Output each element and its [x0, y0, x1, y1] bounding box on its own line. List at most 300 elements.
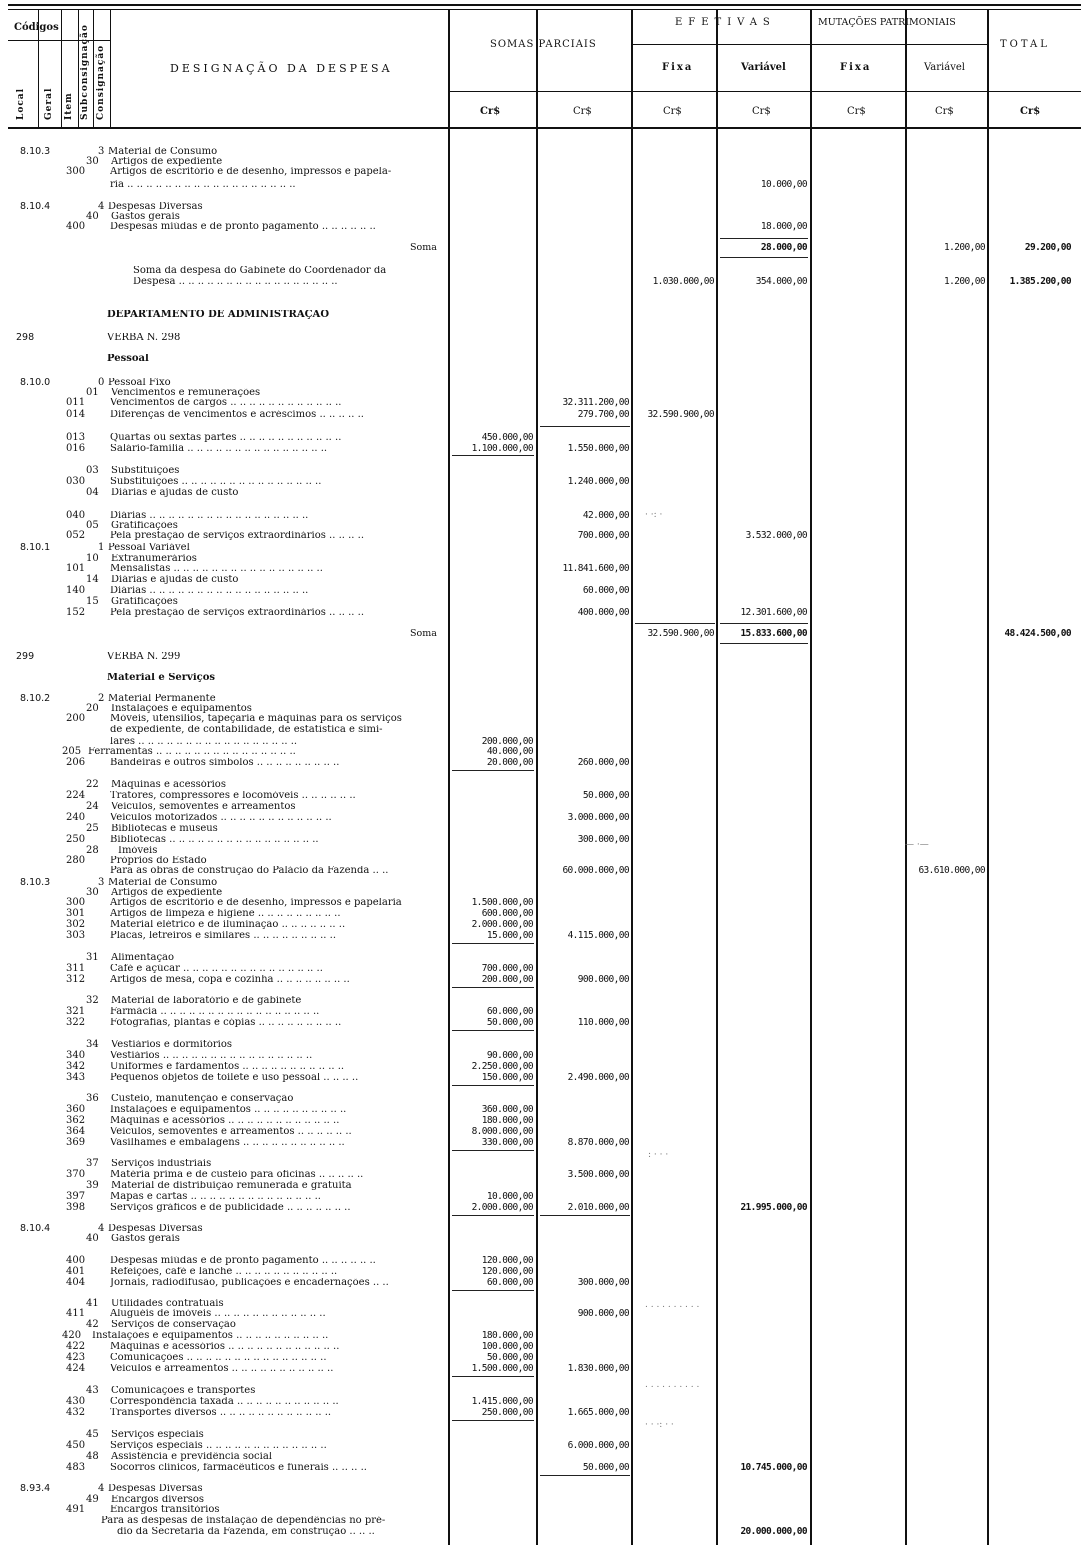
- row-description: Despesas Diversas: [108, 1484, 203, 1494]
- row-code-sub: 250: [66, 834, 86, 845]
- col-rule-geral: [61, 9, 62, 127]
- amount-sp2: 300.000,00: [577, 834, 629, 845]
- subtotal-rule: [452, 1420, 534, 1421]
- row-description: Soma da despesa do Gabinete do Coordenador da: [133, 266, 387, 276]
- col-rule-sp2: [631, 9, 633, 1545]
- row-description: Comunicações e transportes: [111, 1386, 256, 1396]
- header-mut-variavel: Variável: [924, 62, 965, 73]
- row-description: Bibliotecas e museus: [111, 824, 218, 834]
- amount-sp2: 4.115.000,00: [567, 930, 629, 941]
- header-total: TOTAL: [1000, 39, 1050, 50]
- amount-sp2: 2.490.000,00: [567, 1072, 629, 1083]
- amount-sp2: 3.500.000,00: [567, 1169, 629, 1180]
- amount-sp1: 60.000,00: [486, 1277, 533, 1288]
- row-description: Farmácia .. .. .. .. .. .. .. .. .. .. .. .. .. .. .. .. ..: [110, 1007, 320, 1017]
- row-code-geral: 4: [98, 201, 105, 212]
- row-description: Para as obras de construção do Palácio da Fazenda .. ..: [110, 866, 389, 876]
- row-code-item: 32: [86, 995, 99, 1006]
- amount-sp1: 360.000,00: [481, 1104, 533, 1115]
- row-description: Gratificações: [111, 597, 178, 607]
- row-description: Diárias .. .. .. .. .. .. .. .. .. .. .. .. .. .. .. .. ..: [110, 511, 309, 521]
- row-description: Encargos transitórios: [110, 1505, 220, 1515]
- subtotal-rule: [720, 257, 808, 258]
- row-code-item: 40: [86, 211, 99, 222]
- row-code-sub: 301: [66, 908, 86, 919]
- header-codigos: Códigos: [14, 22, 59, 33]
- amount-var: 354.000,00: [755, 276, 807, 287]
- row-description: Despesas miúdas e de pronto pagamento .. .. .. .. .. ..: [110, 1256, 376, 1266]
- row-description: Assistência e previdência social: [111, 1452, 272, 1462]
- row-code-sub: 404: [66, 1277, 86, 1288]
- amount-sp1: 20.000,00: [486, 757, 533, 768]
- row-description: Móveis, utensílios, tapeçaria e máquinas para os serviços: [110, 714, 402, 724]
- amount-sp1: 60.000,00: [486, 1006, 533, 1017]
- row-code-sub: 401: [66, 1266, 86, 1277]
- row-code-sub: 340: [66, 1050, 86, 1061]
- row-code-geral: 1: [98, 542, 105, 553]
- subtotal-rule: [452, 943, 534, 944]
- row-code-item: 48: [86, 1451, 99, 1462]
- row-code-local: 8.10.3: [20, 146, 51, 157]
- row-description: Serviços especiais .. .. .. .. .. .. .. .. .. .. .. .. ..: [110, 1441, 327, 1451]
- col-rule-mfixa: [905, 9, 907, 1545]
- amount-sp1: 250.000,00: [481, 1407, 533, 1418]
- header-subconsignacao: Subconsignação: [80, 24, 90, 120]
- row-code-item: 28: [86, 845, 99, 856]
- header-mut-fixa: Fixa: [840, 62, 872, 73]
- row-description: Veículos e arreamentos .. .. .. .. .. .. .. .. .. .. ..: [110, 1364, 334, 1374]
- subtotal-rule: [452, 1290, 534, 1291]
- row-description: dio da Secretaria da Fazenda, em construção .. .. ..: [117, 1527, 375, 1537]
- row-code-sub: 152: [66, 607, 86, 618]
- amount-sp2: 6.000.000,00: [567, 1440, 629, 1451]
- row-code-local: 8.10.0: [20, 377, 51, 388]
- row-description: Pessoal: [107, 354, 149, 364]
- header-somas-parciais: SOMAS PARCIAIS: [490, 39, 597, 50]
- amount-sp1: 40.000,00: [486, 746, 533, 757]
- row-soma-label: Soma: [410, 242, 437, 253]
- row-description: Artigos de expediente: [111, 888, 223, 898]
- row-description: Diárias e ajudas de custo: [111, 575, 239, 585]
- row-description: Bandeiras e outros símbolos .. .. .. .. .. .. .. .. ..: [110, 758, 340, 768]
- row-description: Vencimentos de cargos .. .. .. .. .. .. .. .. .. .. .. ..: [110, 398, 342, 408]
- amount-sp2: 60.000,00: [582, 585, 629, 596]
- row-description: Gastos gerais: [111, 1234, 180, 1244]
- amount-sp2: 1.830.000,00: [567, 1363, 629, 1374]
- row-code-local: 8.10.2: [20, 693, 51, 704]
- row-code-sub: 014: [66, 409, 86, 420]
- row-description: Salário-família .. .. .. .. .. .. .. .. .. .. .. .. .. .. ..: [110, 444, 328, 454]
- row-description: Vestiários e dormitórios: [111, 1040, 232, 1050]
- row-code-sub: 364: [66, 1126, 86, 1137]
- row-description: Imóveis: [118, 846, 158, 856]
- amount-sp1: 50.000,00: [486, 1017, 533, 1028]
- row-description: Alimentação: [111, 953, 175, 963]
- subtotal-rule: [635, 623, 715, 624]
- row-code-sub: 432: [66, 1407, 86, 1418]
- row-description: ria .. .. .. .. .. .. .. .. .. .. .. .. .. .. .. .. .. ..: [110, 180, 296, 190]
- amount-sp1: 180.000,00: [481, 1330, 533, 1341]
- amount-sp1: 330.000,00: [481, 1137, 533, 1148]
- subtotal-rule: [720, 623, 808, 624]
- row-code-item: 15: [86, 596, 99, 607]
- row-description: Quartas ou sextas partes .. .. .. .. .. .. .. .. .. .. ..: [110, 433, 342, 443]
- subtotal-rule: [452, 1030, 534, 1031]
- row-description: Veículos motorizados .. .. .. .. .. .. .. .. .. .. .. ..: [110, 813, 332, 823]
- row-description: Material e Serviços: [107, 673, 216, 683]
- row-description: Substituições: [111, 466, 180, 476]
- row-code-sub: 224: [66, 790, 86, 801]
- amount-sp1: 50.000,00: [486, 1352, 533, 1363]
- row-code-item: 22: [86, 779, 99, 790]
- print-noise: . . . . . . . . . .: [645, 1300, 700, 1310]
- subtotal-rule: [452, 1215, 534, 1216]
- amount-sp1: 100.000,00: [481, 1341, 533, 1352]
- row-description: Vencimentos e remunerações: [111, 388, 261, 398]
- row-code-sub: 303: [66, 930, 86, 941]
- amount-sp2: 8.870.000,00: [567, 1137, 629, 1148]
- row-description: Pequenos objetos de toilete e uso pessoal .. .. .. ..: [110, 1073, 359, 1083]
- amount-sp2: 1.665.000,00: [567, 1407, 629, 1418]
- amount-var: 28.000,00: [760, 242, 807, 253]
- row-code-item: 01: [86, 387, 99, 398]
- row-code-local: 8.10.4: [20, 1223, 51, 1234]
- row-description: Material de distribuição remunerada e gratuita: [111, 1181, 352, 1191]
- row-description: Artigos de mesa, copa e cozinha .. .. .. .. .. .. .. ..: [110, 975, 350, 985]
- row-code-sub: 013: [66, 432, 86, 443]
- amount-sp1: 200.000,00: [481, 736, 533, 747]
- row-description: Transportes diversos .. .. .. .. .. .. .. .. .. .. .. ..: [110, 1408, 332, 1418]
- col-rule-designacao: [448, 9, 450, 1545]
- row-code-sub: 311: [66, 963, 86, 974]
- row-code-item: 30: [86, 156, 99, 167]
- row-description: Veículos, semoventes e arreamentos .. .. .. .. .. ..: [110, 1127, 352, 1137]
- row-code-sub: 302: [66, 919, 86, 930]
- col-rule-var: [810, 9, 812, 1545]
- row-code-sub: 240: [66, 812, 86, 823]
- amount-sp2: 110.000,00: [577, 1017, 629, 1028]
- top-rule: [8, 4, 1081, 6]
- row-description: Mapas e cartas .. .. .. .. .. .. .. .. .. .. .. .. .. ..: [110, 1192, 321, 1202]
- col-rule-mvar: [987, 9, 989, 1545]
- row-code-sub: 420: [62, 1330, 82, 1341]
- row-code-local: 298: [16, 332, 35, 343]
- row-code-item: 31: [86, 952, 99, 963]
- row-description: Bibliotecas .. .. .. .. .. .. .. .. .. .. .. .. .. .. .. ..: [110, 835, 319, 845]
- row-code-item: 41: [86, 1298, 99, 1309]
- row-description: Artigos de escritório e de desenho, impressos e papelaria: [110, 898, 402, 908]
- row-code-geral: 3: [98, 877, 105, 888]
- amount-sp1: 2.250.000,00: [471, 1061, 533, 1072]
- amount-sp2: 50.000,00: [582, 1462, 629, 1473]
- amount-sp2: 60.000.000,00: [562, 865, 629, 876]
- row-code-item: 42: [86, 1319, 99, 1330]
- row-code-sub: 205: [62, 746, 82, 757]
- row-description: Correspondência taxada .. .. .. .. .. .. .. .. .. .. ..: [110, 1397, 339, 1407]
- row-code-sub: 300: [66, 897, 86, 908]
- row-description: Encargos diversos: [111, 1495, 205, 1505]
- subtotal-rule: [540, 426, 630, 427]
- amount-sp1: 2.000.000,00: [471, 919, 533, 930]
- amount-total: 29.200,00: [1024, 242, 1071, 253]
- row-code-item: 03: [86, 465, 99, 476]
- row-code-item: 34: [86, 1039, 99, 1050]
- print-noise: · · ·: · ·: [645, 1420, 674, 1430]
- row-code-sub: 140: [66, 585, 86, 596]
- amount-fixa: 32.590.900,00: [647, 409, 714, 420]
- amount-sp1: 1.500.000,00: [471, 1363, 533, 1374]
- row-code-sub: 101: [66, 563, 86, 574]
- efetivas-rule: [633, 44, 987, 45]
- amount-sp2: 2.010.000,00: [567, 1202, 629, 1213]
- row-code-sub: 398: [66, 1202, 86, 1213]
- row-code-sub: 423: [66, 1352, 86, 1363]
- row-description: Despesa .. .. .. .. .. .. .. .. .. .. .. .. .. .. .. .. ..: [133, 277, 338, 287]
- amount-sp2: 32.311.200,00: [562, 397, 629, 408]
- row-description: Tratores, compressores e locomóveis .. .. .. .. .. ..: [110, 791, 356, 801]
- currency-mut-fixa: Cr$: [847, 106, 866, 117]
- row-description: Despesas Diversas: [108, 1224, 203, 1234]
- row-description: Vasilhames e embalagens .. .. .. .. .. .. .. .. .. .. ..: [110, 1138, 345, 1148]
- row-description: Utilidades contratuais: [111, 1299, 224, 1309]
- amount-sp2: 1.550.000,00: [567, 443, 629, 454]
- row-description: Custeio, manutenção e conservação: [111, 1094, 294, 1104]
- amount-sp1: 600.000,00: [481, 908, 533, 919]
- amount-sp2: 400.000,00: [577, 607, 629, 618]
- amount-fixa: 32.590.900,00: [647, 628, 714, 639]
- row-code-sub: 369: [66, 1137, 86, 1148]
- amount-sp2: 700.000,00: [577, 530, 629, 541]
- row-code-sub: 400: [66, 1255, 86, 1266]
- amount-var: 10.745.000,00: [740, 1462, 807, 1473]
- row-description: Para as despesas de instalação de dependências no pré-: [101, 1516, 386, 1526]
- row-description: Serviços gráficos e de publicidade .. .. .. .. .. .. ..: [110, 1203, 351, 1213]
- row-code-item: 30: [86, 887, 99, 898]
- row-description: Material elétrico e de iluminação .. .. .. .. .. .. ..: [110, 920, 346, 930]
- row-code-sub: 312: [66, 974, 86, 985]
- header-geral: Geral: [44, 87, 54, 120]
- currency-mut-variavel: Cr$: [935, 106, 954, 117]
- row-code-sub: 362: [66, 1115, 86, 1126]
- row-description: Despesas miúdas e de pronto pagamento .. .. .. .. .. ..: [110, 222, 376, 232]
- header-efetivas: EFETIVAS: [675, 17, 776, 28]
- amount-sp1: 10.000,00: [486, 1191, 533, 1202]
- amount-sp1: 1.500.000,00: [471, 897, 533, 908]
- amount-mvar: 63.610.000,00: [918, 865, 985, 876]
- row-description: Diárias e ajudas de custo: [111, 488, 239, 498]
- row-description: Despesas Diversas: [108, 202, 203, 212]
- print-noise: · ·: ·: [645, 510, 663, 520]
- amount-sp1: 450.000,00: [481, 432, 533, 443]
- amount-var: 18.000,00: [760, 221, 807, 232]
- subtotal-rule: [452, 987, 534, 988]
- amount-mvar: 1.200,00: [944, 242, 985, 253]
- subtotal-rule: [452, 455, 534, 456]
- header-designacao: DESIGNAÇÃO DA DESPESA: [170, 62, 393, 75]
- subtotal-rule: [452, 1150, 534, 1151]
- amount-sp2: 3.000.000,00: [567, 812, 629, 823]
- row-description: de expediente, de contabilidade, de estatística e simi-: [110, 725, 383, 735]
- col-rule-cons: [110, 9, 111, 127]
- row-code-geral: 4: [98, 1483, 105, 1494]
- row-code-sub: 040: [66, 510, 86, 521]
- row-description: Pessoal Variável: [108, 543, 190, 553]
- subtotal-rule: [452, 1376, 534, 1377]
- row-description: Artigos de limpeza e higiene .. .. .. .. .. .. .. .. ..: [110, 909, 341, 919]
- col-rule-item: [78, 9, 79, 127]
- row-code-sub: 052: [66, 530, 86, 541]
- row-description: Pessoal Fixo: [108, 378, 171, 388]
- row-code-sub: 011: [66, 397, 86, 408]
- row-description: Máquinas e acessórios .. .. .. .. .. .. .. .. .. .. .. ..: [110, 1342, 340, 1352]
- header-mutacoes: MUTAÇÕES PATRIMONIAIS: [818, 17, 956, 28]
- amount-sp1: 200.000,00: [481, 974, 533, 985]
- row-code-item: 04: [86, 487, 99, 498]
- amount-sp2: 900.000,00: [577, 974, 629, 985]
- row-code-sub: 450: [66, 1440, 86, 1451]
- row-description: VERBA N. 298: [107, 333, 181, 343]
- currency-fixa: Cr$: [663, 106, 682, 117]
- row-description: Instalações e equipamentos .. .. .. .. .. .. .. .. .. ..: [92, 1331, 329, 1341]
- row-code-sub: 300: [66, 166, 86, 177]
- row-code-sub: 322: [66, 1017, 86, 1028]
- row-code-item: 10: [86, 553, 99, 564]
- row-description: Veículos, semoventes e arreamentos: [111, 802, 296, 812]
- row-description: Refeições, café e lanche .. .. .. .. .. .. .. .. .. .. ..: [110, 1267, 338, 1277]
- row-code-local: 299: [16, 651, 35, 662]
- row-description: Extranumerários: [111, 554, 197, 564]
- row-code-item: 37: [86, 1158, 99, 1169]
- amount-sp2: 900.000,00: [577, 1308, 629, 1319]
- amount-sp2: 42.000,00: [582, 510, 629, 521]
- amount-sp1: 1.415.000,00: [471, 1396, 533, 1407]
- row-code-geral: 3: [98, 146, 105, 157]
- row-code-item: 49: [86, 1494, 99, 1505]
- row-code-sub: 422: [66, 1341, 86, 1352]
- row-code-item: 43: [86, 1385, 99, 1396]
- row-code-sub: 483: [66, 1462, 86, 1473]
- row-description: Vestiários .. .. .. .. .. .. .. .. .. .. .. .. .. .. .. ..: [110, 1051, 313, 1061]
- amount-sp1: 120.000,00: [481, 1255, 533, 1266]
- amount-sp1: 700.000,00: [481, 963, 533, 974]
- row-code-sub: 016: [66, 443, 86, 454]
- amount-sp1: 15.000,00: [486, 930, 533, 941]
- subtotal-rule: [452, 1085, 534, 1086]
- row-description: Instalações e equipamentos: [111, 704, 252, 714]
- row-description: Aluguéis de imóveis .. .. .. .. .. .. .. .. .. .. .. ..: [110, 1309, 326, 1319]
- amount-var: 10.000,00: [760, 179, 807, 190]
- row-code-sub: 370: [66, 1169, 86, 1180]
- row-description: Próprios do Estado: [110, 856, 207, 866]
- row-description: Comunicações .. .. .. .. .. .. .. .. .. .. .. .. .. .. ..: [110, 1353, 327, 1363]
- amount-sp1: 2.000.000,00: [471, 1202, 533, 1213]
- amount-sp1: 120.000,00: [481, 1266, 533, 1277]
- row-code-sub: 200: [66, 713, 86, 724]
- row-code-sub: 400: [66, 221, 86, 232]
- row-code-sub: 360: [66, 1104, 86, 1115]
- col-rule-sp1: [536, 9, 538, 1545]
- amount-sp1: 90.000,00: [486, 1050, 533, 1061]
- currency-rule-total: [989, 91, 1081, 92]
- header-consignacao: Consignação: [96, 44, 106, 120]
- row-code-sub: 206: [66, 757, 86, 768]
- row-description: Substituições .. .. .. .. .. .. .. .. .. .. .. .. .. .. ..: [110, 477, 322, 487]
- row-description: Jornais, radiodifusão, publicações e encadernações .. ..: [110, 1278, 389, 1288]
- row-code-sub: 424: [66, 1363, 86, 1374]
- print-noise: . . . . . . . . . .: [645, 1380, 700, 1390]
- row-code-sub: 030: [66, 476, 86, 487]
- row-code-sub: 411: [66, 1308, 86, 1319]
- currency-variavel: Cr$: [752, 106, 771, 117]
- row-description: Matéria prima e de custeio para oficinas .. .. .. .. ..: [110, 1170, 364, 1180]
- row-code-geral: 0: [98, 377, 105, 388]
- row-code-sub: 491: [66, 1504, 86, 1515]
- amount-sp2: 11.841.600,00: [562, 563, 629, 574]
- row-code-local: 8.93.4: [20, 1483, 51, 1494]
- row-description: Material de Consumo: [108, 878, 218, 888]
- row-description: VERBA N. 299: [107, 652, 181, 662]
- row-description: Fotografias, plantas e cópias .. .. .. .. .. .. .. .. ..: [110, 1018, 342, 1028]
- row-description: Máquinas e acessórios: [111, 780, 226, 790]
- row-description: Artigos de escritório e de desenho, impressos e papela-: [110, 167, 392, 177]
- row-description: Gratificações: [111, 521, 178, 531]
- top-rule-thin: [8, 9, 1081, 10]
- row-code-item: 36: [86, 1093, 99, 1104]
- amount-fixa: 1.030.000,00: [652, 276, 714, 287]
- row-code-sub: 343: [66, 1072, 86, 1083]
- row-code-item: 39: [86, 1180, 99, 1191]
- row-code-item: 05: [86, 520, 99, 531]
- row-code-sub: 342: [66, 1061, 86, 1072]
- row-description: Ferramentas .. .. .. .. .. .. .. .. .. .. .. .. .. .. ..: [88, 747, 296, 757]
- row-code-item: 45: [86, 1429, 99, 1440]
- amount-sp1: 180.000,00: [481, 1115, 533, 1126]
- currency-sp2: Cr$: [573, 106, 592, 117]
- subtotal-rule: [540, 1215, 630, 1216]
- row-code-item: 40: [86, 1233, 99, 1244]
- row-code-item: 14: [86, 574, 99, 585]
- header-bottom-rule: [8, 127, 1081, 129]
- subtotal-rule: [720, 238, 808, 239]
- amount-mvar: 1.200,00: [944, 276, 985, 287]
- row-description: Serviços de conservação: [111, 1320, 236, 1330]
- row-code-sub: 430: [66, 1396, 86, 1407]
- row-description: Uniformes e fardamentos .. .. .. .. .. .. .. .. .. .. ..: [110, 1062, 345, 1072]
- row-soma-label: Soma: [410, 628, 437, 639]
- amount-var: 12.301.600,00: [740, 607, 807, 618]
- row-code-local: 8.10.4: [20, 201, 51, 212]
- row-description: Serviços industriais: [111, 1159, 212, 1169]
- row-code-geral: 2: [98, 693, 105, 704]
- row-description: Pela prestação de serviços extraordinários .. .. .. ..: [110, 531, 365, 541]
- print-noise: : · · ·: [648, 1150, 669, 1160]
- row-description: DEPARTAMENTO DE ADMINISTRAÇÃO: [107, 310, 330, 320]
- amount-var: 20.000.000,00: [740, 1526, 807, 1537]
- amount-sp1: 8.000.000,00: [471, 1126, 533, 1137]
- row-code-item: 24: [86, 801, 99, 812]
- row-description: Café e açúcar .. .. .. .. .. .. .. .. .. .. .. .. .. .. ..: [110, 964, 323, 974]
- print-noise: — ·—: [905, 840, 929, 850]
- row-description: Mensalistas .. .. .. .. .. .. .. .. .. .. .. .. .. .. .. ..: [110, 564, 323, 574]
- row-description: Material de laboratório e de gabinete: [111, 996, 302, 1006]
- row-description: Pela prestação de serviços extraordinários .. .. .. ..: [110, 608, 365, 618]
- header-fixa: Fixa: [662, 62, 694, 73]
- row-description: lares .. .. .. .. .. .. .. .. .. .. .. .. .. .. .. .. ..: [110, 737, 298, 747]
- header-local: Local: [16, 87, 26, 120]
- col-rule-sub: [93, 9, 94, 127]
- row-description: Diferenças de vencimentos e acréscimos .. .. .. .. ..: [110, 410, 364, 420]
- currency-sp1: Cr$: [480, 106, 501, 117]
